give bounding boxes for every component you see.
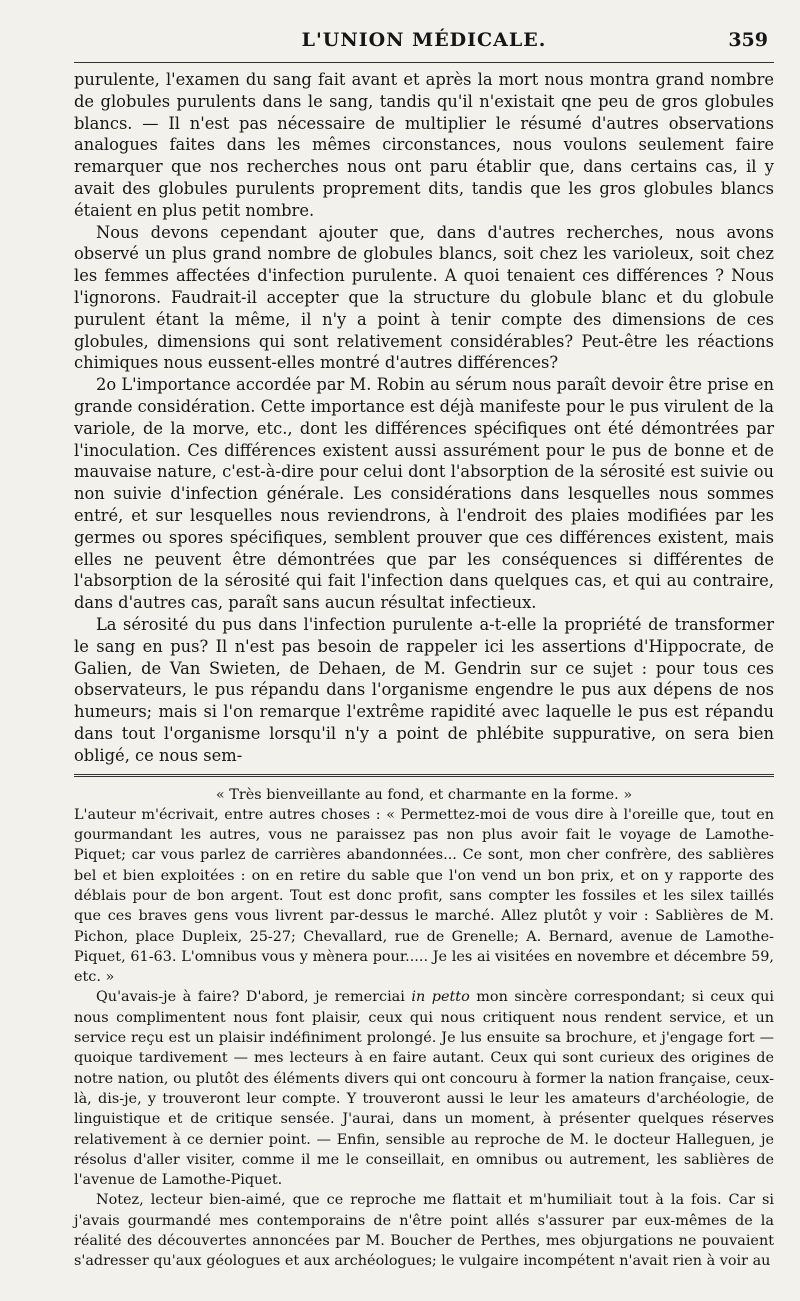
italic-phrase: in petto <box>411 989 470 1006</box>
paragraph: purulente, l'examen du sang fait avant et après la mort nous montra grand nombre de globules purulents dans le sang, tandis qu'il n'existait qne peu de gros globules blancs. — Il n'est pas nécessaire de multiplier le résumé d'autres observations analogues faites dans les mêmes circonstances, nous voulons seulement faire remarquer que nos recherches nous ont paru établir que, dans certains cas, il y avait des globules purulents proprement dits, tandis que les gros globules blancs étaient en plus petit nombre. <box>74 70 774 220</box>
feuilleton-section <box>74 785 774 1272</box>
main-article <box>74 69 774 767</box>
paragraph-text: Qu'avais-je à faire? D'abord, je remerciai <box>96 989 405 1006</box>
quote-line: « Très bienveillante au fond, et charmante en la forme. » <box>215 786 633 803</box>
paragraph: Notez, lecteur bien-aimé, que ce reproche me flattait et m'humiliait tout à la fois. Car si j'avais gourmandé mes contemporains de n'être point allés s'assurer par eux-mêmes de la réalité des découvertes annoncées par M. Boucher de Perthes, mes objurgations ne pouvaient s'adresser qu'aux géologues et aux archéologues; le vulgaire incompétent n'avait rien à voir au <box>74 1192 774 1270</box>
paragraph: Nous devons cependant ajouter que, dans d'autres recherches, nous avons observé un plus grand nombre de globules blancs, soit chez les varioleux, soit chez les femmes affectées d'infection purulente. A quoi tenaient ces différences ? Nous l'ignorons. Faudrait-il accepter que la structure du globule blanc et du globule purulent étant la même, il n'y a point à tenir compte des dimensions de ces globules, dimensions qui sont relativement considérables? Peut-être les réactions chimiques nous eussent-elles montré d'autres différences? <box>74 222 774 373</box>
feuilleton-divider <box>74 774 774 779</box>
running-title: L'UNION MÉDICALE. <box>301 29 547 51</box>
header-rule <box>74 62 774 63</box>
page-header <box>74 0 774 62</box>
paragraph-text: mon sincère correspondant; si ceux qui nous complimentent nous font plaisir, ceux qui nous critiquent nous rendent service, et un service reçu est un plaisir indéfiniment prolongé. Je lus ensuite sa brochure, et j'engage fort — quoique tardivement — mes lecteurs à en faire autant. Ceux qui sont curieux des origines de notre nation, ou plutôt des éléments divers qui ont concouru à former la nation française, ceux-là, dis-je, y trouveront leur compte. Y trouveront aussi le leur les amateurs d'archéologie, de linguistique et de critique sensée. J'aurai, dans un moment, à présenter quelques réserves relativement à ce dernier point. — Enfin, sensible au reproche de M. le docteur Halleguen, je résolus d'aller visiter, comme il me le conseillait, en omnibus ou autrement, les sablières de l'avenue de Lamothe-Piquet. <box>74 989 774 1189</box>
paragraph: L'auteur m'écrivait, entre autres choses : « Permettez-moi de vous dire à l'oreille que, tout en gourmandant les autres, vous ne paraissez pas non plus avoir fait le voyage de Lamothe-Piquet; car vous parlez de carrières abandonnées... Ce sont, mon cher confrère, des sablières bel et bien exploitées : on en retire du sable que l'on vend un bon prix, et on y rapporte des déblais pour de bon argent. Tout est donc profit, sans compter les fossiles et les silex taillés que ces braves gens vous livrent par-dessus le marché. Allez plutôt y voir : Sablières de M. Pichon, place Dupleix, 25-27; Chevallard, rue de Grenelle; A. Bernard, avenue de Lamothe-Piquet, 61-63. L'omnibus vous y mènera pour..... Je les ai visitées en novembre et décembre 59, etc. » <box>74 806 774 986</box>
paragraph <box>74 987 774 1190</box>
page-number: 359 <box>728 29 768 51</box>
paragraph: La sérosité du pus dans l'infection purulente a-t-elle la propriété de transformer le sang en pus? Il n'est pas besoin de rappeler ici les assertions d'Hippocrate, de Galien, de Van Swieten, de Dehaen, de M. Gendrin sur ce sujet : pour tous ces observateurs, le pus répandu dans l'organisme engendre le pus aux dépens de nos humeurs; mais si l'on remarque l'extrême rapidité avec laquelle le pus est répandu dans tout l'organisme lorsqu'il n'y a point de phlébite suppurative, on sera bien obligé, ce nous sem- <box>74 614 774 765</box>
paragraph: 2o L'importance accordée par M. Robin au sérum nous paraît devoir être prise en grande considération. Cette importance est déjà manifeste pour le pus virulent de la variole, de la morve, etc., dont les différences spécifiques ont été démontrées par l'inoculation. Ces différences existent aussi assurément pour le pus de bonne et de mauvaise nature, c'est-à-dire pour celui dont l'absorption de la sérosité est suivie ou non suivie d'infection générale. Les considérations dans lesquelles nous sommes entré, et sur lesquelles nous reviendrons, à l'endroit des plaies modifiées par les germes ou spores spécifiques, semblent prouver que ces différences existent, mais elles ne peuvent être démontrées que par les conséquences si différentes de l'absorption de la sérosité qui fait l'infection dans quelques cas, et qui au contraire, dans d'autres cas, paraît sans aucun résultat infectieux. <box>74 375 774 613</box>
